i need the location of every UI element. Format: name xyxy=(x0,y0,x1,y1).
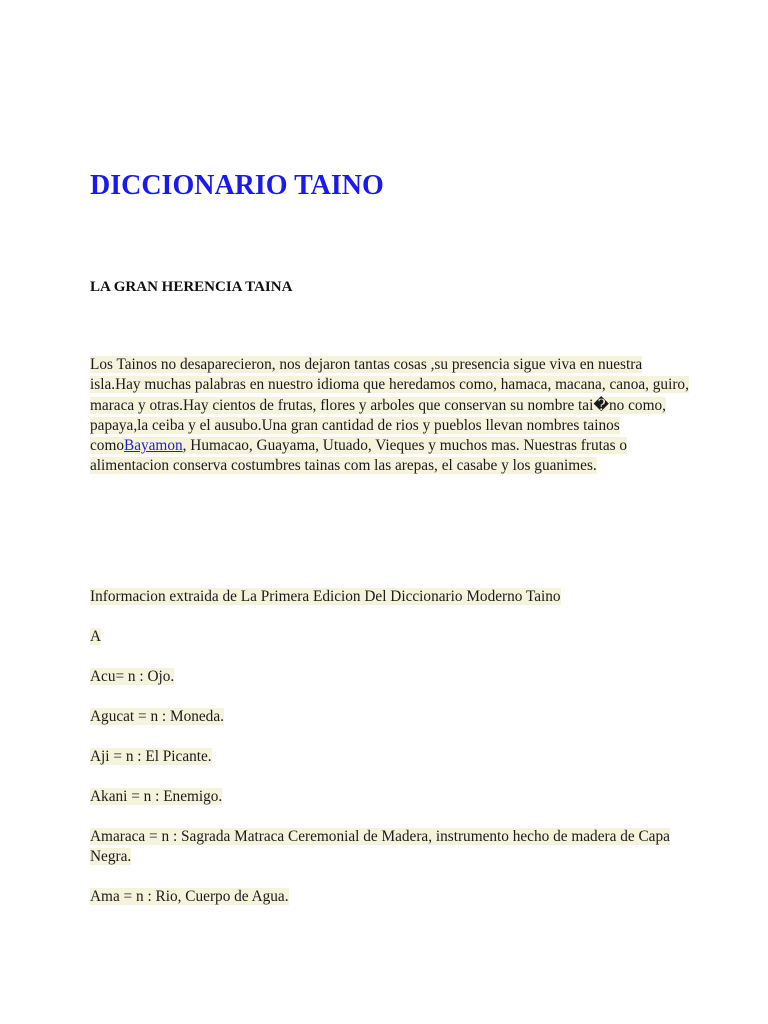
dictionary-entry xyxy=(90,667,174,687)
source-note-text: Informacion extraida de La Primera Edicion Del Diccionario Moderno Taino xyxy=(90,588,561,605)
dictionary-entry xyxy=(90,787,222,807)
entry-text: Aji = n : El Picante. xyxy=(90,748,212,765)
intro-paragraph xyxy=(90,355,690,477)
document-subtitle: LA GRAN HERENCIA TAINA xyxy=(90,279,293,295)
section-letter xyxy=(90,627,101,647)
document-title: DICCIONARIO TAINO xyxy=(90,170,384,201)
dictionary-entry xyxy=(90,747,212,767)
intro-text-after-link: , Humacao, Guayama, Utuado, Vieques y muchos mas. Nuestras frutas o alimentacion conserva costumbres tainas com las arepas, el casabe y los guanimes. xyxy=(90,437,628,475)
source-note xyxy=(90,587,690,607)
entry-text: Agucat = n : Moneda. xyxy=(90,708,224,725)
entry-text: Acu= n : Ojo. xyxy=(90,668,175,685)
dictionary-entry xyxy=(90,827,690,867)
bayamon-link[interactable]: Bayamon xyxy=(124,437,183,455)
dictionary-entry xyxy=(90,887,289,907)
intro-text-before-link: Los Tainos no desaparecieron, nos dejaron tantas cosas ,su presencia sigue viva en nuestra isla.Hay muchas palabras en nuestro idioma que heredamos como, hamaca, macana, canoa, guiro, maraca y otras.Hay cientos de frutas, flores y arboles que conservan su nombre tai�no como, papaya,la ceiba y el ausubo.Una gran cantidad de rios y pueblos llevan nombres tainos como xyxy=(90,356,689,455)
entry-text: Akani = n : Enemigo. xyxy=(90,788,223,805)
section-letter-text: A xyxy=(90,628,102,645)
entry-text: Ama = n : Rio, Cuerpo de Agua. xyxy=(90,888,289,905)
entry-text: Amaraca = n : Sagrada Matraca Ceremonial de Madera, instrumento hecho de madera de Capa Negra. xyxy=(90,828,670,865)
dictionary-entry xyxy=(90,707,224,727)
